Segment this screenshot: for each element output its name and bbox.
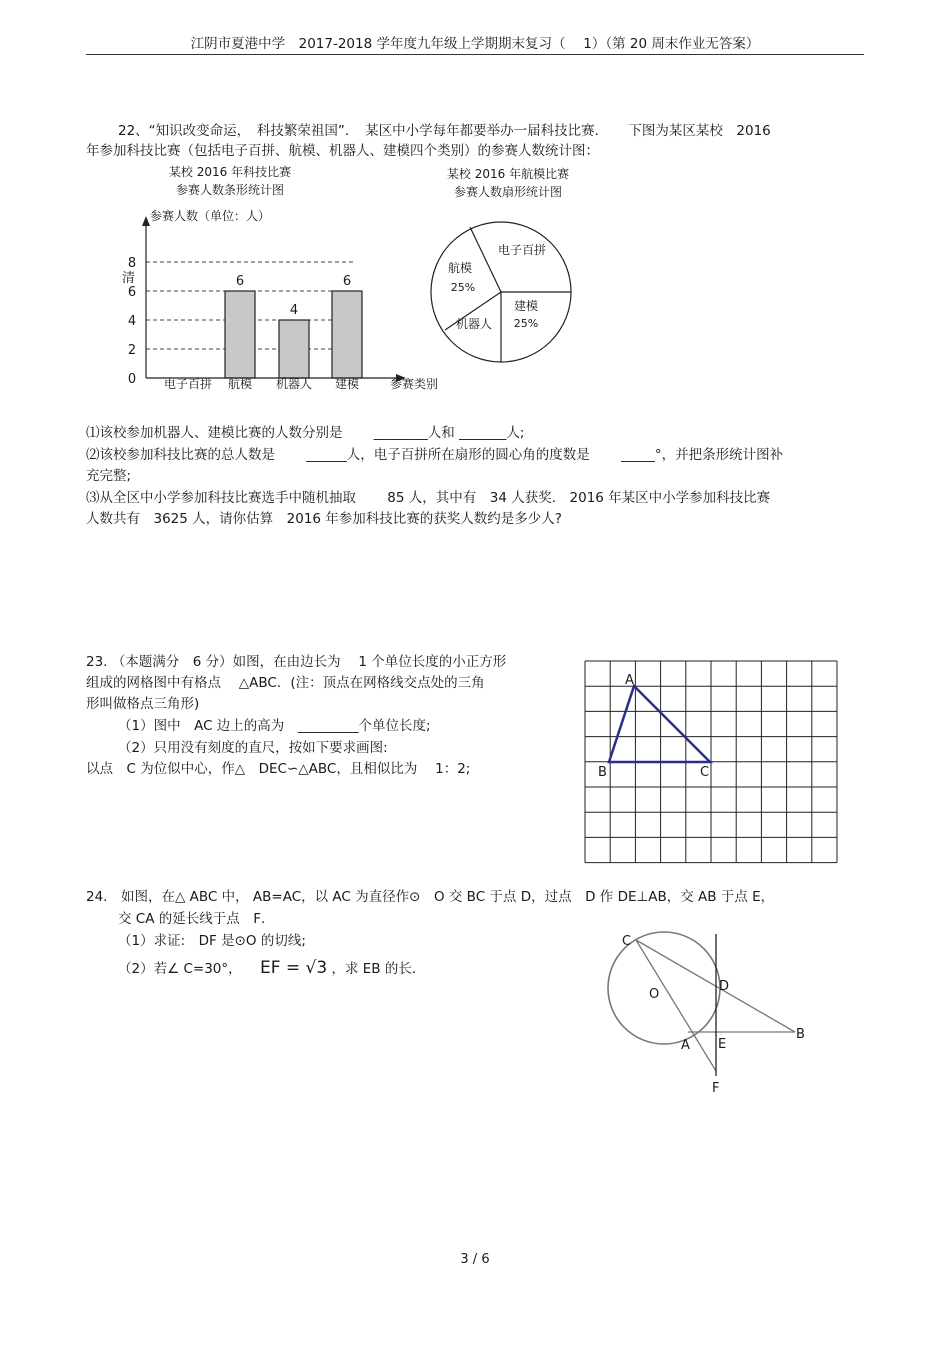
bar-value-label: 6 [235, 274, 245, 289]
point-label-a: A [681, 1038, 690, 1053]
bar [225, 291, 255, 378]
pie-slice-percent: 25% [513, 317, 539, 330]
vertex-label-b: B [598, 765, 607, 780]
y-tick-label: 0 [127, 372, 137, 387]
q24-line2: 交 CA 的延长线于点 F． [118, 911, 275, 927]
point-label-f: F [712, 1081, 720, 1096]
point-label-o: O [649, 987, 660, 1002]
bar-chart [110, 160, 440, 400]
y-axis-arrow-icon [142, 216, 150, 226]
q24-part1: （1）求证: DF 是⊙O 的切线; [118, 933, 306, 949]
stray-mark: 清 [122, 271, 136, 286]
q23-line2: 组成的网格图中有格点 △ABC．(注：顶点在网格线交点处的三角 [86, 675, 485, 691]
q22-intro-line1: 22、“知识改变命运， 科技繁荣祖国”． 某区中小学每年都要举办一届科技比赛． 下图为某区某校 2016 [118, 123, 771, 139]
x-category-label: 建模 [334, 377, 360, 391]
bar [332, 291, 362, 378]
y-tick-label: 4 [127, 314, 137, 329]
point-label-d: D [719, 979, 730, 994]
y-tick-label: 8 [127, 256, 137, 271]
pie-slice-label: 建模 [513, 299, 539, 313]
q22-part1: ⑴该校参加机器人、建模比赛的人数分别是 ________人和 _______人; [86, 425, 525, 441]
q24-part2-tail: ，求 EB 的长． [331, 961, 426, 977]
q23-part2-instruction: 以点 C 为位似中心，作△ DEC∽△ABC，且相似比为 1：2; [86, 761, 471, 777]
grid-figure [578, 655, 846, 870]
pie-slice-percent: 25% [450, 281, 476, 294]
x-category-label: 机器人 [275, 377, 313, 391]
vertex-label-a: A [625, 673, 634, 688]
q22-part3: ⑶从全区中小学参加科技比赛选手中随机抽取 85 人，其中有 34 人获奖． 2016 年某区中小学参加科技比赛 [86, 490, 771, 506]
bar [279, 320, 309, 378]
bar-chart-subtitle: 参赛人数条形统计图 [175, 183, 285, 197]
q22-part2-cont: 充完整; [86, 468, 132, 484]
pie-slice-label: 机器人 [455, 317, 493, 331]
page-number: 3 / 6 [460, 1252, 490, 1267]
bar-value-label: 6 [342, 274, 352, 289]
q23-part2: （2）只用没有刻度的直尺，按如下要求画图: [118, 740, 388, 756]
segment-cf [636, 940, 716, 1071]
q23-part1: （1）图中 AC 边上的高为 _________个单位长度; [118, 718, 431, 734]
bar-value-label: 4 [289, 303, 299, 318]
circle-figure [600, 928, 820, 1098]
point-label-c: C [622, 934, 632, 949]
q23-line1: 23. （本题满分 6 分）如图，在由边长为 1 个单位长度的小正方形 [86, 654, 507, 670]
q22-part3-cont: 人数共有 3625 人，请你估算 2016 年参加科技比赛的获奖人数约是多少人? [86, 511, 562, 527]
triangle-abc [609, 686, 710, 762]
bar-chart-title: 某校 2016 年科技比赛 [168, 165, 292, 179]
pie-slice-label: 电子百拼 [497, 243, 547, 257]
page-header: 江阴市夏港中学 2017-2018 学年度九年级上学期期末复习（ 1）（第 20 周末作业无答案） [190, 36, 760, 52]
pie-chart [420, 160, 590, 380]
q22-intro-line2: 年参加科技比赛（包括电子百拼、航模、机器人、建模四个类别）的参赛人数统计图： [86, 143, 599, 159]
q24-part2-text: （2）若∠ C=30°， [118, 961, 242, 977]
bar-chart-y-label: 参赛人数（单位：人） [149, 209, 271, 223]
x-category-label: 航模 [227, 377, 253, 391]
q24-ef-formula: EF = √3 [259, 958, 328, 978]
q22-part2: ⑵该校参加科技比赛的总人数是 ______人，电子百拼所在扇形的圆心角的度数是 _____°，并把条形统计图补 [86, 447, 784, 463]
pie-chart-title: 某校 2016 年航模比赛 [446, 167, 570, 181]
vertex-label-c: C [700, 765, 710, 780]
q24-line1: 24. 如图，在△ ABC 中， AB=AC，以 AC 为直径作⊙ O 交 BC 于点 D，过点 D 作 DE⊥AB，交 AB 于点 E， [86, 889, 775, 905]
pie-slice-label: 航模 [447, 261, 473, 275]
point-label-b: B [796, 1027, 805, 1042]
x-category-label: 电子百拼 [163, 377, 213, 391]
y-tick-label: 6 [127, 285, 137, 300]
q24-part2 [118, 958, 425, 979]
pie-chart-subtitle: 参赛人数扇形统计图 [453, 185, 563, 199]
bar-chart-x-label: 参赛类别 [389, 377, 439, 391]
q23-line3: 形叫做格点三角形) [86, 696, 200, 712]
point-label-e: E [718, 1037, 727, 1052]
header-rule [86, 54, 864, 55]
y-tick-label: 2 [127, 343, 137, 358]
